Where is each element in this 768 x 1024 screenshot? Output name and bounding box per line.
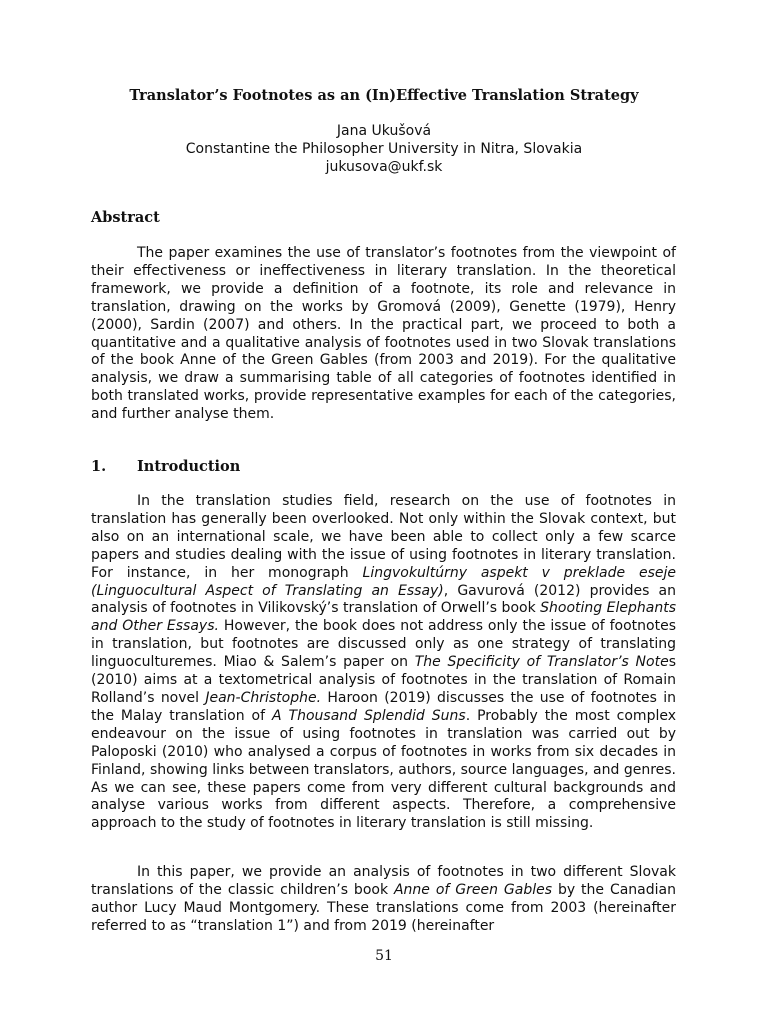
abstract-paragraph: The paper examines the use of translator’s footnotes from the viewpoint of their effectiveness or ineffectiveness in literary translation. In the theoretical framework, we provide a definition of a footnote, its role and relevance in translation, drawing on the works by Gromová (2009), Genette (1979), Henry (2000), Sardin (2007) and others. In the practical part, we proceed to both a quantitative and a qualitative analysis of footnotes used in two Slovak translations of the book Anne of the Green Gables (from 2003 and 2019). For the qualitative analysis, we draw a summarising table of all categories of footnotes identified in both translated works, provide representative examples for each of the categories, and further analyse them.	[91, 245, 676, 423]
author-affiliation: Constantine the Philosopher University in Nitra, Slovakia	[185, 141, 583, 157]
italic-title: Shooting Elephants and Other Essays.	[91, 600, 676, 635]
page-number: 51	[375, 948, 393, 964]
author-block	[0, 122, 768, 176]
author-name: Jana Ukušová	[336, 123, 432, 139]
text-run: s (2010) aims at a textometrical analysis of footnotes in the translation of Romain Rolland’s novel	[91, 654, 676, 706]
paper-title: Translator’s Footnotes as an (In)Effective Translation Strategy	[129, 87, 639, 104]
italic-title: A Thousand Splendid Suns	[272, 707, 466, 724]
section-heading-introduction	[91, 458, 240, 475]
italic-title: Anne of Green Gables	[393, 881, 553, 898]
italic-title: The Specificity of Translator’s Note	[414, 654, 669, 671]
text-run: Haroon (2019) discusses the use of footnotes in the Malay translation of	[91, 689, 677, 724]
text-run: . Probably the most complex endeavour on the issue of using footnotes in translation was carried out by Paloposki (2010) who analysed a corpus of footnotes in works from six decades in Finland, showing links between translators, authors, source languages, and genres. As we can see, these papers come from very different cultural backgrounds and analyse various works from different aspects. Therefore, a comprehensive approach to the study of footnotes in literary translation is still missing.	[91, 707, 676, 832]
section-number: 1.	[91, 458, 107, 475]
author-email: jukusova@ukf.sk	[325, 159, 443, 175]
text-run: , Gavurová (2012) provides an analysis of footnotes in Vilikovský’s translation of Orwell’s book	[91, 582, 676, 617]
intro-paragraph-1	[91, 493, 676, 833]
intro-paragraph-2	[91, 864, 676, 936]
text-run: by the Canadian author Lucy Maud Montgomery. These translations come from 2003 (hereinafter referred to as “translation 1”) and from 2019 (hereinafter	[91, 881, 676, 934]
text-run: In this paper, we provide an analysis of footnotes in two different Slovak translations of the classic children’s book	[91, 864, 676, 898]
italic-title: Jean-Christophe.	[205, 689, 322, 706]
text-run: In the translation studies field, research on the use of footnotes in translation has generally been overlooked. Not only within the Slovak context, but also on an international scale, we have been able to collect only a few scarce papers and studies dealing with the issue of using footnotes in literary translation. For instance, in her monograph	[91, 493, 676, 581]
abstract-heading: Abstract	[91, 209, 160, 226]
section-title: Introduction	[137, 458, 241, 475]
text-run: However, the book does not address only the issue of footnotes in translation, but footnotes are discussed only as one strategy of translating linguoculturemes. Miao & Salem’s paper on	[91, 618, 676, 671]
italic-title: Lingvokultúrny aspekt v preklade eseje (Linguocultural Aspect of Translating an Essay)	[91, 564, 676, 599]
